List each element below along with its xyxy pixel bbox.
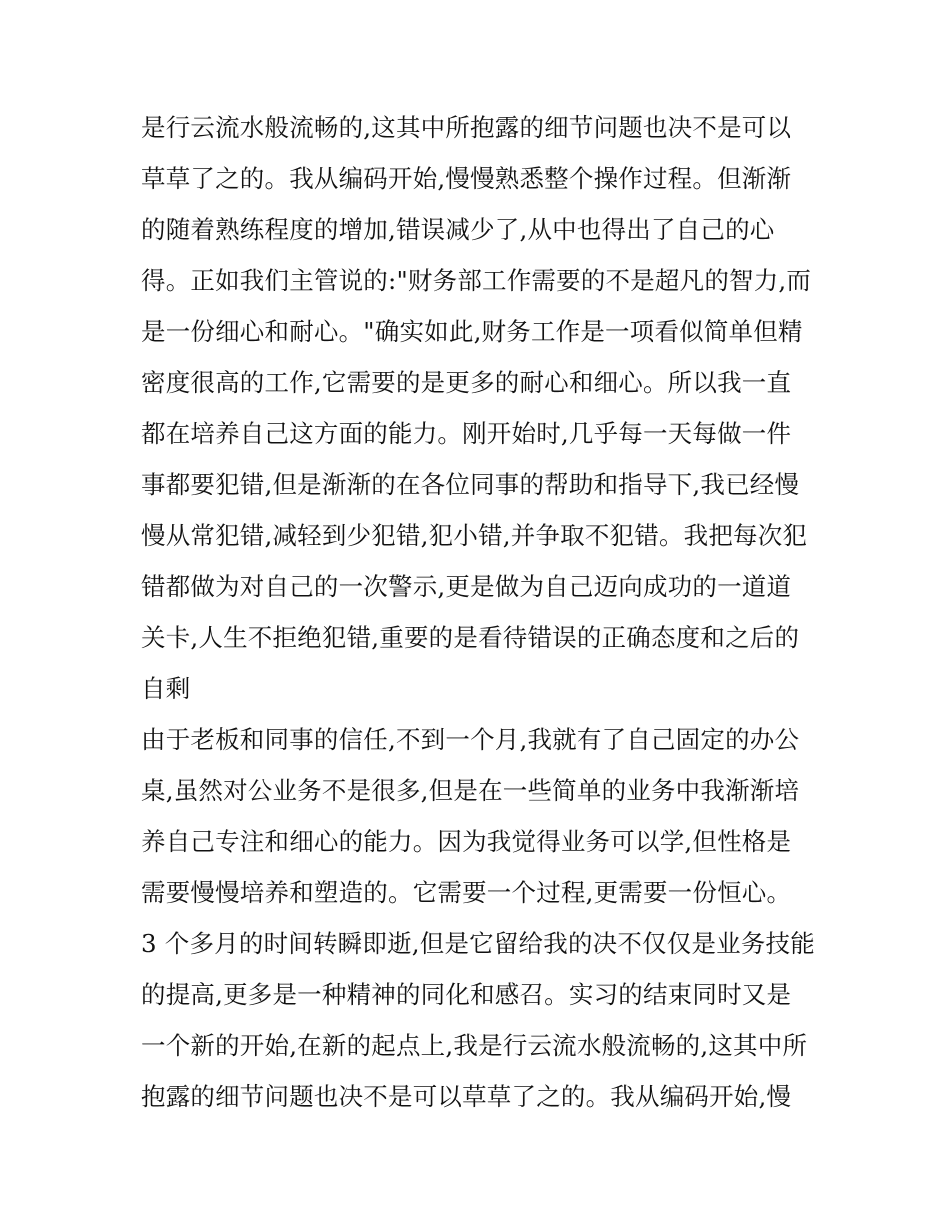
text-line: 的随着熟练程度的增加,错误减少了,从中也得出了自己的心 <box>141 215 775 244</box>
text-line: 都在培养自己这方面的能力。刚开始时,几乎每一天每做一件 <box>141 419 792 448</box>
text-line: 草草了之的。我从编码开始,慢慢熟悉整个操作过程。但渐渐 <box>141 164 792 193</box>
text-line: 一个新的开始,在新的起点上,我是行云流水般流畅的,这其中所 <box>141 1031 808 1060</box>
text-line: 错都做为对自己的一次警示,更是做为自己迈向成功的一道道 <box>141 572 792 601</box>
text-line: 得。正如我们主管说的:"财务部工作需要的不是超凡的智力,而 <box>141 266 812 295</box>
text-line: 自剩 <box>141 674 191 703</box>
text-line: 慢从常犯错,减轻到少犯错,犯小错,并争取不犯错。我把每次犯 <box>141 521 808 550</box>
text-line: 需要慢慢培养和塑造的。它需要一个过程,更需要一份恒心。 <box>141 878 792 907</box>
text-line: 是一份细心和耐心。"确实如此,财务工作是一项看似简单但精 <box>141 317 803 346</box>
text-line: 3 个多月的时间转瞬即逝,但是它留给我的决不仅仅是业务技能 <box>141 929 815 958</box>
text-line: 事都要犯错,但是渐渐的在各位同事的帮助和指导下,我已经慢 <box>141 470 800 499</box>
text-line: 由于老板和同事的信任,不到一个月,我就有了自己固定的办公 <box>141 725 800 754</box>
text-line: 养自己专注和细心的能力。因为我觉得业务可以学,但性格是 <box>141 827 792 856</box>
text-line: 的提高,更多是一种精神的同化和感召。实习的结束同时又是 <box>141 980 792 1009</box>
text-line: 抱露的细节问题也决不是可以草草了之的。我从编码开始,慢 <box>141 1082 792 1111</box>
text-line: 关卡,人生不拒绝犯错,重要的是看待错误的正确态度和之后的 <box>141 623 800 652</box>
text-line: 桌,虽然对公业务不是很多,但是在一些简单的业务中我渐渐培 <box>141 776 800 805</box>
text-line: 是行云流水般流畅的,这其中所抱露的细节问题也决不是可以 <box>141 113 792 142</box>
text-line: 密度很高的工作,它需要的是更多的耐心和细心。所以我一直 <box>141 368 792 397</box>
body-text <box>141 102 821 1122</box>
